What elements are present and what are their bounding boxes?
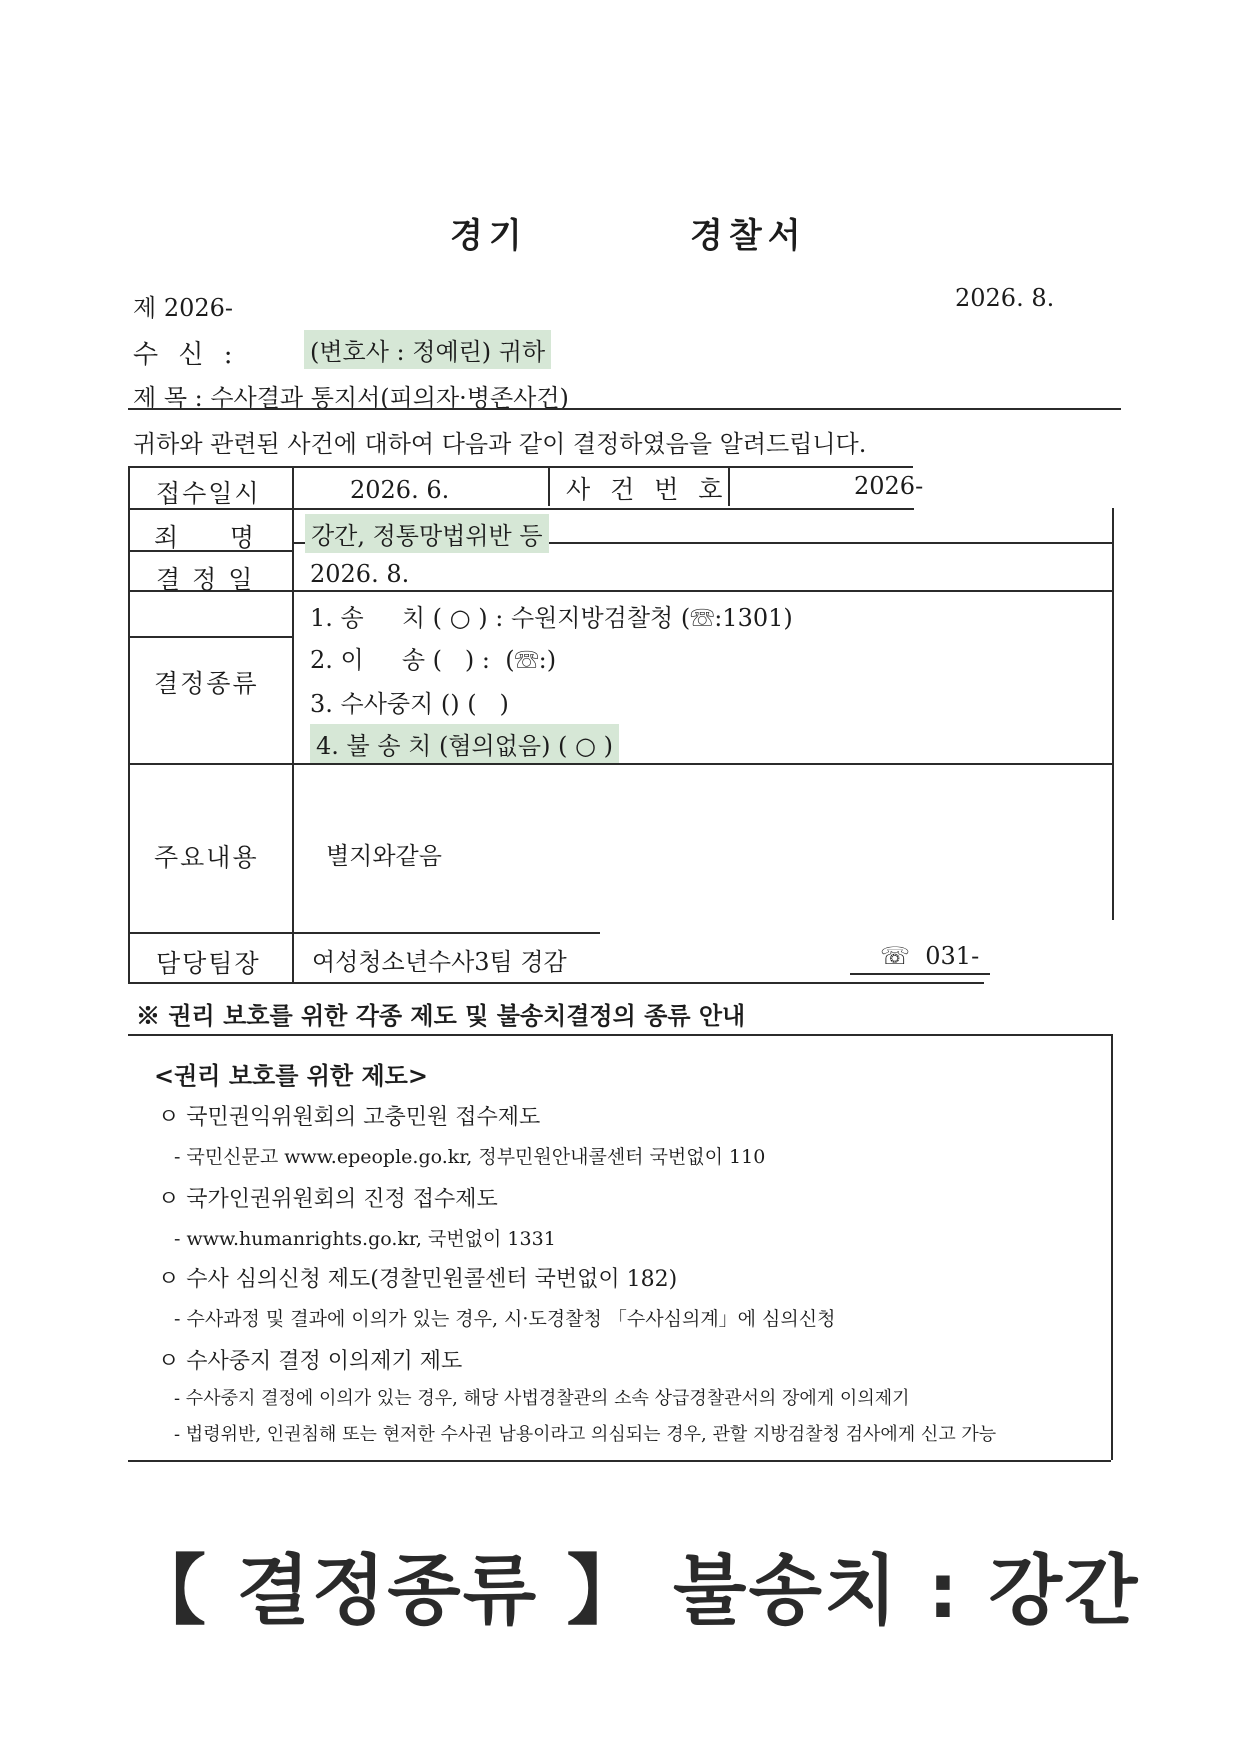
officer: 여성청소년수사3팀 경감 [312,948,567,976]
rights-item-detail: - 수사중지 결정에 이의가 있는 경우, 해당 사법경찰관의 소속 상급경찰관서의 장에게 이의제기 [174,1388,910,1409]
rights-item-title: ㅇ 국민권익위원회의 고충민원 접수제도 [158,1105,541,1130]
decision-date: 2026. 8. [310,560,410,588]
charge: 강간, 정통망법위반 등 [305,514,549,553]
officer-phone: ☏ 031- [880,942,980,970]
intro-text: 귀하와 관련된 사건에 대하여 다음과 같이 결정하였음을 알려드립니다. [133,430,867,458]
case-number-label: 사 건 번 호 [566,475,729,504]
decision-item-selected: 4. 불 송 치 (혐의없음) ( ○ ) [310,724,619,763]
rights-box-title: <권리 보호를 위한 제도> [154,1061,428,1090]
summary-label: 주요내용 [154,843,259,872]
decision-date-label: 결 정 일 [156,565,255,594]
summary: 별지와같음 [326,842,442,870]
decision-type-notice: 【 결정종류 】 불송치 : 강간 [130,1546,1140,1635]
station-name: 경찰서 [690,216,807,256]
station-region: 경기 [450,216,528,256]
received-date-label: 접수일시 [156,479,261,508]
rights-item-title: ㅇ 수사중지 결정 이의제기 제도 [158,1349,463,1374]
case-number: 2026- [854,472,924,500]
document-number: 제 2026- [133,294,234,322]
decision-item: 1. 송 치 ( ○ ) : 수원지방검찰청 (☏:1301) [310,604,793,632]
rights-heading: ※ 권리 보호를 위한 각종 제도 및 불송치결정의 종류 안내 [136,1001,746,1030]
rights-item-detail: - 법령위반, 인권침해 또는 현저한 수사권 남용이라고 의심되는 경우, 관할 지방검찰청 검사에게 신고 가능 [174,1424,997,1445]
rights-item-title: ㅇ 국가인권위원회의 진정 접수제도 [158,1187,498,1212]
decision-item: 2. 이 송 ( ) : (☏:) [310,646,557,674]
decision-item: 3. 수사중지 () ( ) [310,690,509,718]
subject-underline [128,408,1121,410]
charge-label: 죄 명 [154,523,257,552]
subject-line: 제 목 : 수사결과 통지서(피의자·병존사건) [133,384,569,412]
rights-item-title: ㅇ 수사 심의신청 제도(경찰민원콜센터 국번없이 182) [158,1267,678,1292]
rights-item-detail: - 국민신문고 www.epeople.go.kr, 정부민원안내콜센터 국번없이 110 [174,1146,766,1168]
document-date: 2026. 8. [955,284,1055,312]
received-date: 2026. 6. [350,476,450,504]
decision-type-label: 결정종류 [154,669,259,698]
rights-item-detail: - 수사과정 및 결과에 이의가 있는 경우, 시·도경찰청 「수사심의계」에 심의신청 [174,1308,836,1330]
rights-item-detail: - www.humanrights.go.kr, 국번없이 1331 [174,1228,556,1250]
officer-label: 담당팀장 [156,949,261,978]
recipient: (변호사 : 정예린) 귀하 [304,330,551,369]
recipient-label: 수 신 : [133,340,239,370]
